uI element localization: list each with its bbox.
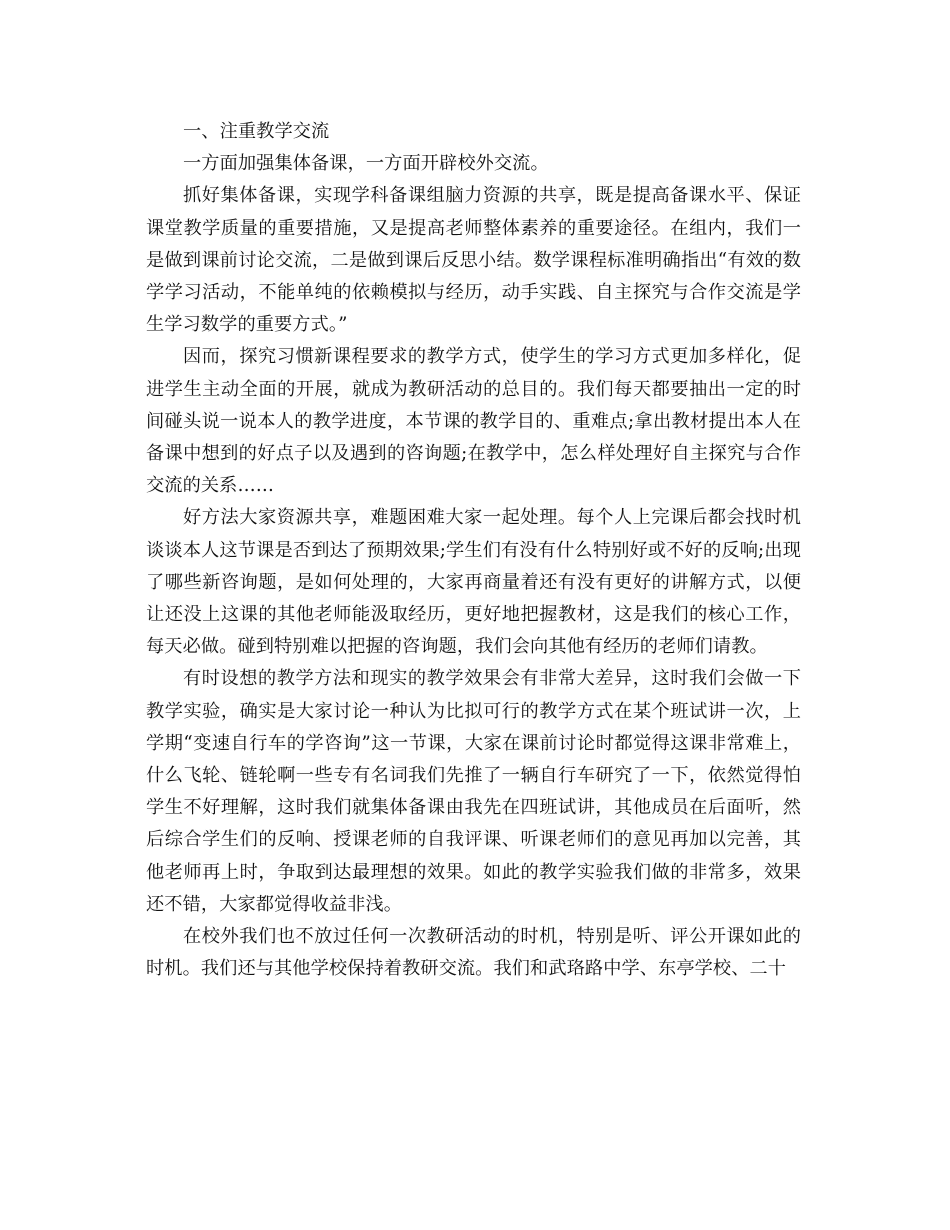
paragraph-1: 一方面加强集体备课，一方面开辟校外交流。 (183, 153, 549, 175)
paragraph-4: 好方法大家资源共享，难题困难大家一起处理。每个人上完课后都会找时机谈谈本人这节课是否到达了预期效果;学生们有没有什么特别好或不好的反响;出现了哪些新咨询题，是如何处理的，大家再商量着还有没有更好的讲解方式，以便让还没上这课的其他老师能汲取经历，更好地把握教材，这是我们的核心工作，每天必做。碰到特别难以把握的咨询题，我们会向其他有经历的老师们请教。 (146, 507, 801, 658)
paragraph-3: 因而，探究习惯新课程要求的教学方式，使学生的学习方式更加多样化，促进学生主动全面的开展，就成为教研活动的总目的。我们每天都要抽出一定的时间碰头说一说本人的教学进度，本节课的教学目的、重难点;拿出教材提出本人在备课中想到的好点子以及遇到的咨询题;在教学中，怎么样处理好自主探究与合作交流的关系…… (146, 346, 801, 497)
section-heading: 一、注重教学交流 (183, 121, 330, 142)
document-body (146, 116, 801, 985)
paragraph-5: 有时设想的教学方法和现实的教学效果会有非常大差异，这时我们会做一下教学实验，确实是大家讨论一种认为比拟可行的教学方式在某个班试讲一次，上学期“变速自行车的学咨询”这一节课，大家在课前讨论时都觉得这课非常难上，什么飞轮、链轮啊一些专有名词我们先推了一辆自行车研究了一下，依然觉得怕学生不好理解，这时我们就集体备课由我先在四班试讲，其他成员在后面听，然后综合学生们的反响、授课老师的自我评课、听课老师们的意见再加以完善，其他老师再上时，争取到达最理想的效果。如此的教学实验我们做的非常多，效果还不错，大家都觉得收益非浅。 (146, 668, 801, 915)
paragraph-6: 在校外我们也不放过任何一次教研活动的时机，特别是听、评公开课如此的时机。我们还与其他学校保持着教研交流。我们和武珞路中学、东亭学校、二十 (146, 926, 801, 980)
paragraph-2: 抓好集体备课，实现学科备课组脑力资源的共享，既是提高备课水平、保证课堂教学质量的重要措施，又是提高老师整体素养的重要途径。在组内，我们一是做到课前讨论交流，二是做到课后反思小结。数学课程标准明确指出“有效的数学学习活动，不能单纯的依赖模拟与经历，动手实践、自主探究与合作交流是学生学习数学的重要方式。” (146, 185, 801, 336)
